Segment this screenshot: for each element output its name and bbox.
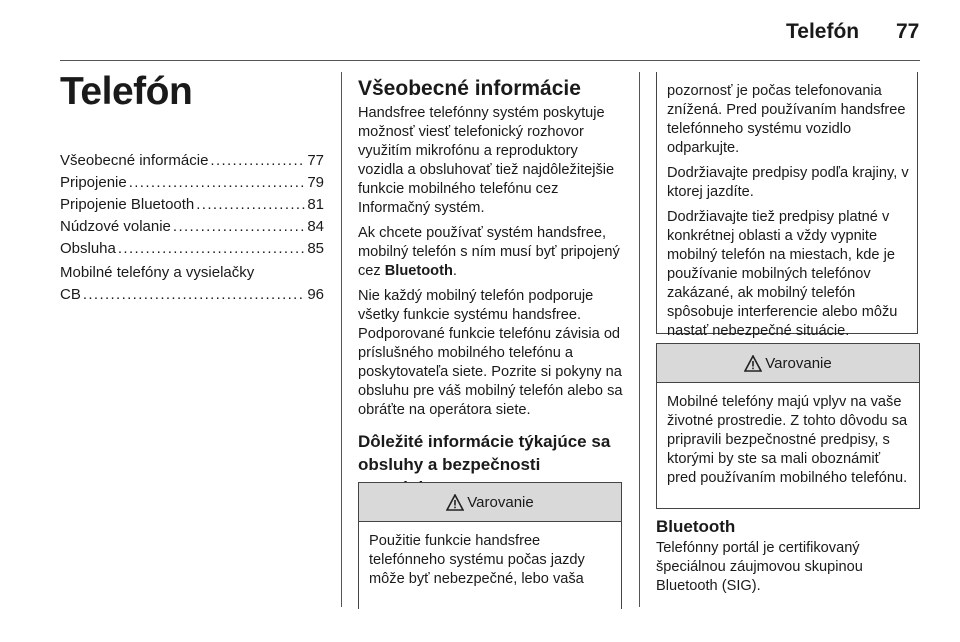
paragraph: Telefónny portál je certifikovaný špeciálnou záujmovou skupinou Bluetooth (SIG). bbox=[656, 540, 863, 594]
table-of-contents bbox=[60, 150, 324, 306]
toc-item-label-line2: CB bbox=[60, 286, 81, 303]
toc-item-label-line1: Mobilné telefóny a vysielačky bbox=[60, 264, 255, 281]
paragraph: pozornosť je počas telefonovania znížená. Pred používaním handsfree telefónneho systému vozidlo odparkujte. bbox=[667, 83, 906, 156]
toc-item-label: Obsluha bbox=[60, 240, 116, 257]
toc-item-page: 77 bbox=[307, 152, 324, 169]
toc-leader-dots bbox=[196, 194, 305, 216]
page-header bbox=[0, 0, 960, 60]
page-number: 77 bbox=[896, 20, 920, 43]
warning-header bbox=[657, 344, 919, 383]
warning-triangle-icon bbox=[446, 494, 464, 511]
section-title-bluetooth: Bluetooth bbox=[656, 517, 736, 536]
paragraph: Dodržiavajte predpisy podľa krajiny, v ktorej jazdíte. bbox=[667, 165, 909, 200]
toc-item[interactable] bbox=[60, 194, 324, 216]
paragraph: Handsfree telefónny systém poskytuje možnosť viesť telefonický rozhovor využitím mikrofónu a reproduktory vozidla a obsluhovať tiež najdôležitejšie funkcie mobilného telefónu cez Informačný systém. bbox=[358, 105, 615, 216]
bluetooth-term: Bluetooth bbox=[384, 263, 453, 279]
section-title-general: Všeobecné informácie bbox=[358, 77, 581, 100]
paragraph: Nie každý mobilný telefón podporuje všetky funkcie systému handsfree. Podporované funkcie telefónu závisia od príslušného mobilného telefónu a poskytovateľa siete. Pozrite si pokyny na obsluhu pre váš mobilný telefón alebo sa obráťte na operátora siete. bbox=[358, 288, 623, 418]
header-title: Telefón bbox=[786, 20, 860, 43]
toc-item[interactable] bbox=[60, 238, 324, 260]
warning-box-1 bbox=[358, 482, 622, 609]
toc-item[interactable] bbox=[60, 150, 324, 172]
paragraph: Ak chcete používať systém handsfree, mobilný telefón s ním musí byť pripojený cez Bluetooth. bbox=[358, 225, 620, 279]
toc-item[interactable] bbox=[60, 262, 324, 306]
toc-leader-dots bbox=[173, 216, 305, 238]
toc-item[interactable] bbox=[60, 216, 324, 238]
warning-text: Použitie funkcie handsfree telefónneho systému počas jazdy môže byť nebezpečné, lebo vaša bbox=[369, 533, 585, 587]
column-divider-1 bbox=[341, 72, 342, 607]
toc-item-page: 85 bbox=[307, 240, 324, 257]
warning-label: Varovanie bbox=[467, 493, 534, 511]
toc-item-label: Všeobecné informácie bbox=[60, 152, 209, 169]
toc-leader-dots bbox=[129, 172, 306, 194]
warning-text: Mobilné telefóny majú vplyv na vaše životné prostredie. Z tohto dôvodu sa pripravili bezpečnostné predpisy, s ktorými by ste sa mali oboznámiť pred používaním mobilného telefónu. bbox=[667, 394, 908, 486]
column-divider-2 bbox=[639, 72, 640, 607]
toc-item[interactable] bbox=[60, 172, 324, 194]
toc-item-page: 84 bbox=[307, 218, 324, 235]
column-2 bbox=[358, 76, 624, 505]
toc-leader-dots bbox=[83, 284, 305, 306]
toc-leader-dots bbox=[210, 150, 305, 172]
toc-item-page: 96 bbox=[307, 286, 324, 303]
chapter-title: Telefón bbox=[60, 70, 193, 113]
toc-leader-dots bbox=[118, 238, 305, 260]
warning-label: Varovanie bbox=[765, 354, 832, 372]
warning-box-continued bbox=[656, 72, 918, 339]
warning-box-2 bbox=[656, 343, 920, 509]
header-divider bbox=[60, 60, 920, 61]
warning-header bbox=[359, 483, 621, 522]
warning-triangle-icon bbox=[744, 355, 762, 372]
paragraph: Dodržiavajte tiež predpisy platné v konkrétnej oblasti a vždy vypnite mobilný telefón na miestach, kde je používanie mobilných telefónov zakázané, ak mobilný telefón spôsobuje interferencie alebo môžu nastať nebezpečné situácie. bbox=[667, 209, 898, 339]
toc-item-page: 79 bbox=[307, 174, 324, 191]
toc-item-label: Pripojenie Bluetooth bbox=[60, 196, 195, 213]
toc-item-label: Núdzové volanie bbox=[60, 218, 171, 235]
toc-item-page: 81 bbox=[307, 196, 324, 213]
toc-item-label: Pripojenie bbox=[60, 174, 127, 191]
section-title-safety: Dôležité informácie týkajúce sa obsluhy a bezpečnosti bbox=[358, 432, 611, 474]
